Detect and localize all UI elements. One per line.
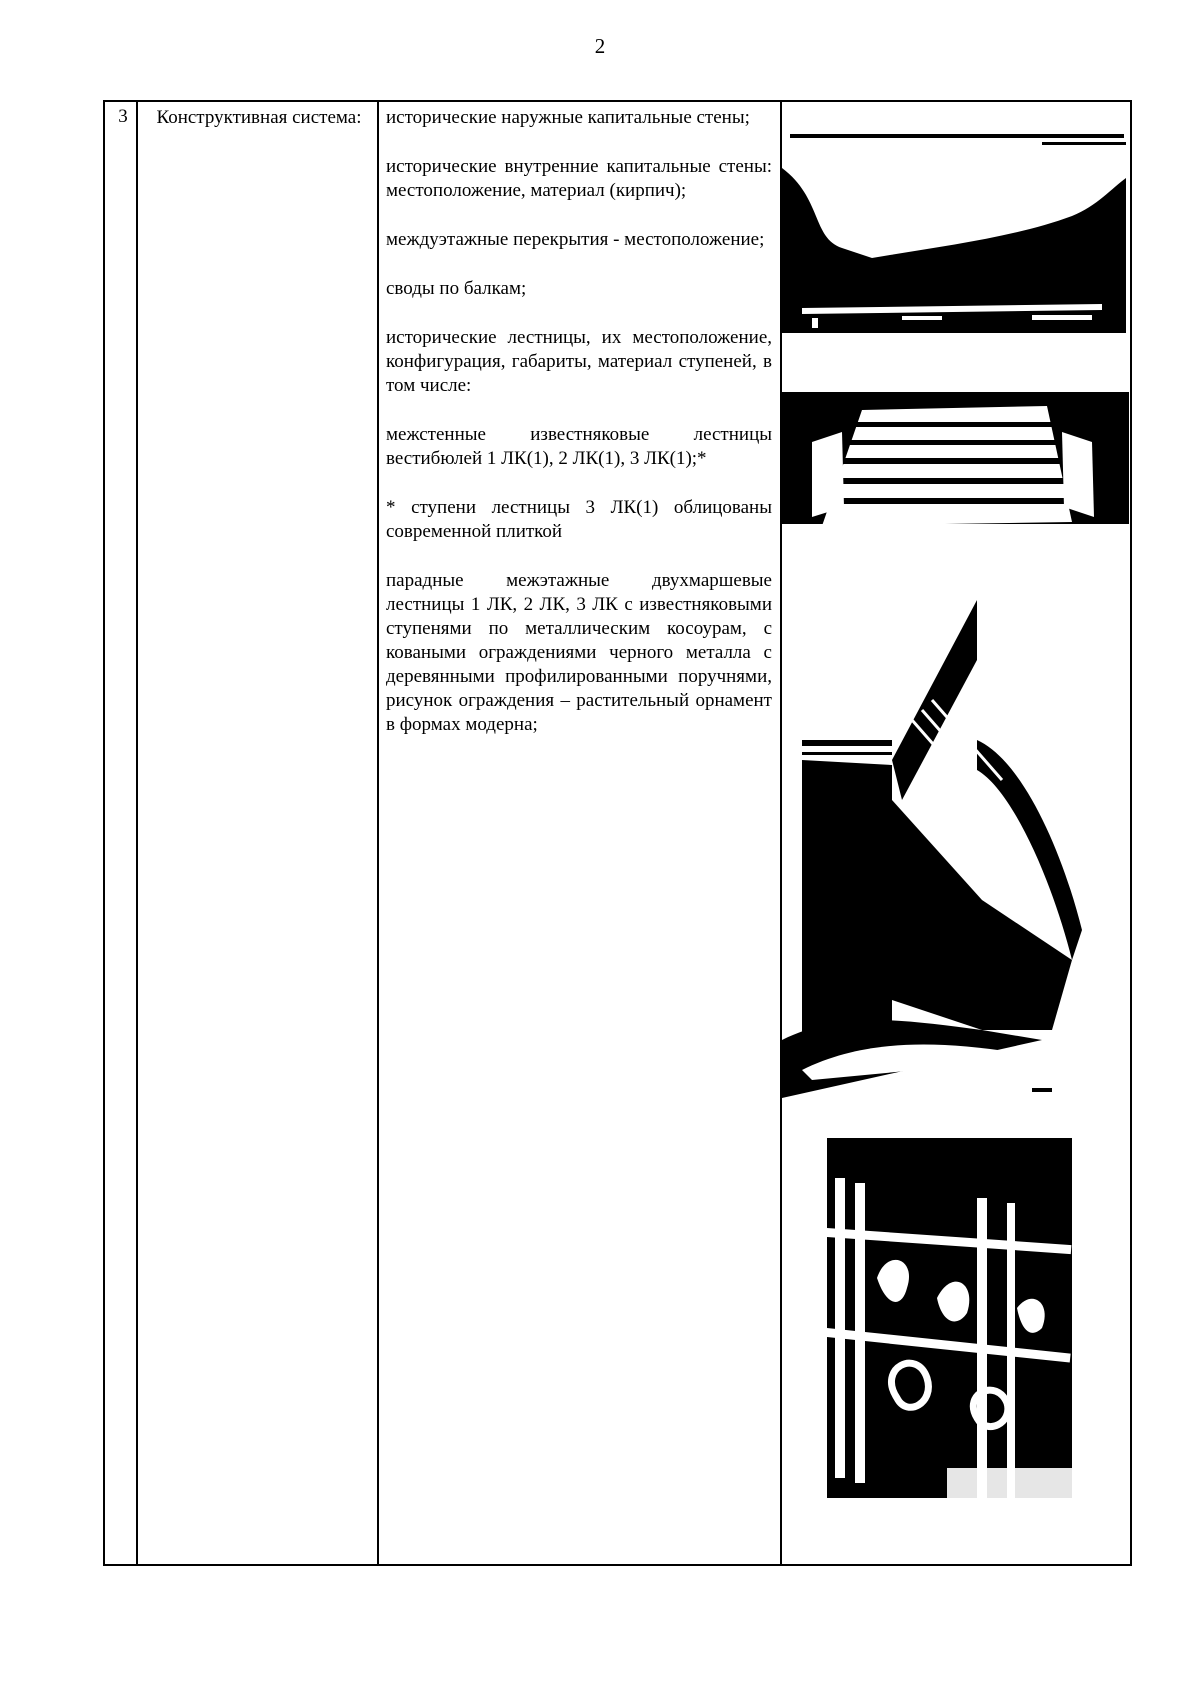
page-number: 2: [594, 34, 606, 58]
column-divider-2: [377, 102, 379, 1564]
description-paragraph: парадные межэтажные двухмаршевые лестницы 1 ЛК, 2 ЛК, 3 ЛК с известняковыми ступенями по металлическим косоурам, с коваными ограждениями черного металла с деревянными профилированными поручнями, рисунок ограждения – растительный орнамент в формах модерна;: [386, 570, 772, 735]
description-paragraph: * ступени лестницы 3 ЛК(1) облицованы современной плиткой: [386, 497, 772, 542]
description-paragraph: исторические лестницы, их местоположение, конфигурация, габариты, материал ступеней, в том числе:: [386, 327, 772, 396]
column-divider-1: [136, 102, 138, 1564]
description-paragraph: междуэтажные перекрытия - местоположение;: [386, 229, 765, 250]
description-paragraph: исторические внутренние капитальные стены: местоположение, материал (кирпич);: [386, 156, 772, 201]
row-name: Конструктивная система:: [156, 107, 362, 128]
description-paragraph: межстенные известняковые лестницы вестибюлей 1 ЛК(1), 2 ЛК(1), 3 ЛК(1);*: [386, 424, 772, 469]
photo-two-flight-staircase: [782, 600, 1127, 1098]
row-number: 3: [118, 106, 128, 127]
row-description: [386, 106, 772, 762]
description-paragraph: своды по балкам;: [386, 278, 527, 299]
description-paragraph: исторические наружные капитальные стены;: [386, 107, 750, 128]
description-table: [103, 100, 1132, 1566]
photo-vestibule-staircase: [782, 392, 1129, 530]
photo-vaulted-ceiling: [782, 128, 1126, 333]
photo-wrought-iron-railing: [827, 1138, 1072, 1498]
